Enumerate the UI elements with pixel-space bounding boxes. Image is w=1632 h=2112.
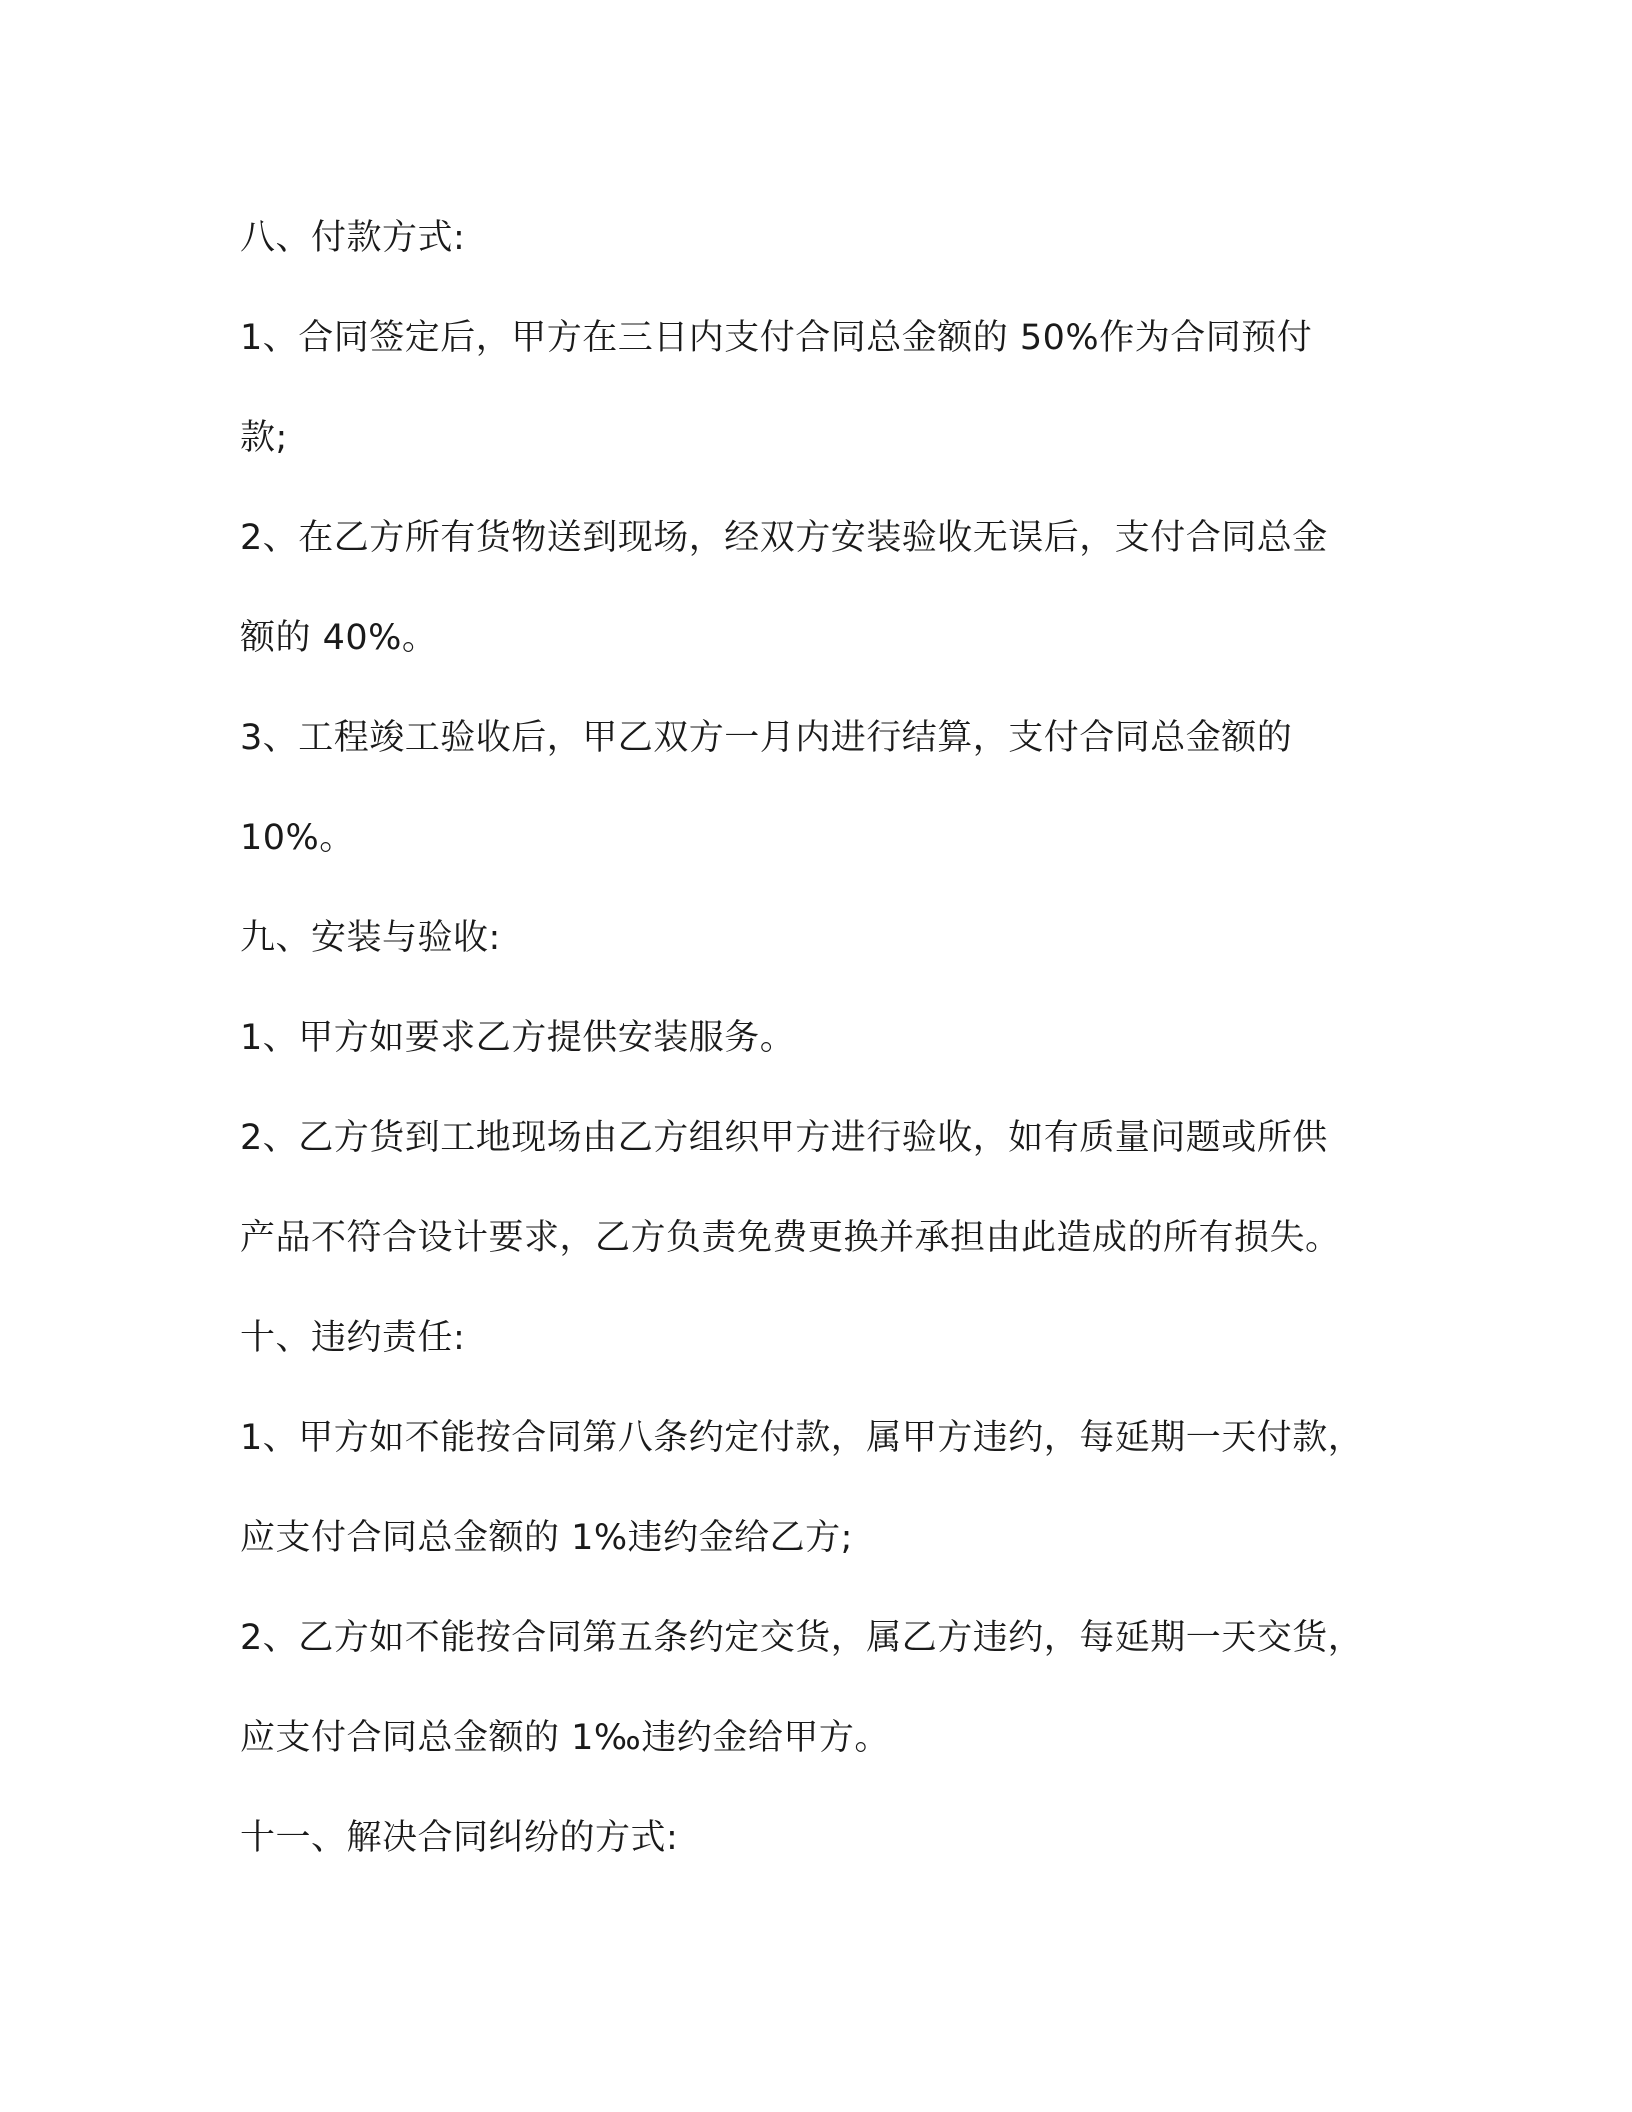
document-body: [240, 188, 1420, 1888]
section-heading-payment: 八、付款方式:: [240, 218, 466, 258]
liability-clause-1-cont: 应支付合同总金额的 1%违约金给乙方;: [240, 1518, 853, 1558]
liability-clause-2: 2、乙方如不能按合同第五条约定交货，属乙方违约，每延期一天交货，: [240, 1618, 1364, 1658]
payment-clause-2-cont: 额的 40%。: [240, 618, 438, 658]
payment-clause-1-cont: 款;: [240, 418, 288, 458]
payment-clause-1: 1、合同签定后，甲方在三日内支付合同总金额的 50%作为合同预付: [240, 318, 1313, 358]
section-heading-dispute: 十一、解决合同纠纷的方式:: [240, 1818, 679, 1858]
liability-clause-2-cont: 应支付合同总金额的 1‰违约金给甲方。: [240, 1718, 890, 1758]
installation-clause-1: 1、甲方如要求乙方提供安装服务。: [240, 1018, 796, 1058]
section-heading-liability: 十、违约责任:: [240, 1318, 466, 1358]
installation-clause-2: 2、乙方货到工地现场由乙方组织甲方进行验收，如有质量问题或所供: [240, 1118, 1328, 1158]
payment-clause-3: 3、工程竣工验收后，甲乙双方一月内进行结算，支付合同总金额的: [240, 718, 1293, 758]
section-heading-installation: 九、安装与验收:: [240, 918, 501, 958]
installation-clause-2-cont: 产品不符合设计要求，乙方负责免费更换并承担由此造成的所有损失。: [240, 1218, 1341, 1258]
liability-clause-1: 1、甲方如不能按合同第八条约定付款，属甲方违约，每延期一天付款，: [240, 1418, 1364, 1458]
payment-clause-2: 2、在乙方所有货物送到现场，经双方安装验收无误后，支付合同总金: [240, 518, 1328, 558]
payment-clause-3-cont: 10%。: [240, 818, 355, 858]
